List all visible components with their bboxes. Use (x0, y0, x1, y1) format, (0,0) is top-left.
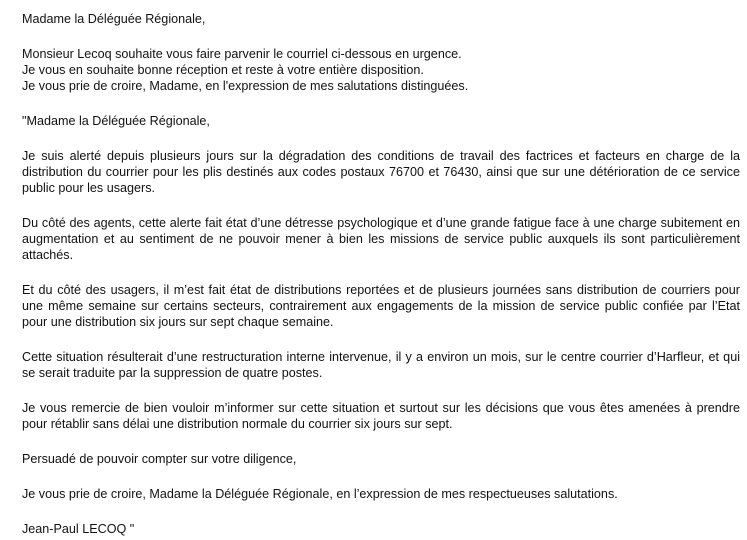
closing-line-1: Persuadé de pouvoir compter sur votre diligence, (22, 452, 297, 466)
letter-body (22, 11, 740, 537)
intro-line-2: Je vous en souhaite bonne réception et reste à votre entière disposition. (22, 63, 424, 77)
paragraph-3: Et du côté des usagers, il m’est fait état de distributions reportées et de plusieurs journées sans distribution de courriers pour une même semaine sur certains secteurs, contrairement aux engagements de la mission de service public confiée par l’Etat pour une distribution six jours sur sept chaque semaine. (22, 283, 740, 329)
paragraph-4: Cette situation résulterait d’une restructuration interne intervenue, il y a environ un mois, sur le centre courrier d’Harfleur, et qui se serait traduite par la suppression de quatre postes. (22, 350, 740, 380)
closing-line-2: Je vous prie de croire, Madame la Déléguée Régionale, en l’expression de mes respectueuses salutations. (22, 487, 618, 501)
paragraph-2: Du côté des agents, cette alerte fait état d’une détresse psychologique et d’une grande fatigue face à une charge subitement en augmentation et au sentiment de ne pouvoir mener à bien les missions de service public auxquels ils sont particulièrement attachés. (22, 216, 740, 262)
quoted-greeting: "Madame la Déléguée Régionale, (22, 114, 210, 128)
paragraph-1: Je suis alerté depuis plusieurs jours sur la dégradation des conditions de travail des factrices et facteurs en charge de la distribution du courrier pour les plis destinés aux codes postaux 76700 et 76430, ainsi que sur une détérioration de ce service public pour les usagers. (22, 149, 740, 195)
paragraph-5: Je vous remercie de bien vouloir m’informer sur cette situation et surtout sur les décisions que vous êtes amenées à prendre pour rétablir sans délai une distribution normale du courrier six jours sur sept. (22, 401, 740, 431)
greeting: Madame la Déléguée Régionale, (22, 12, 206, 26)
intro-line-3: Je vous prie de croire, Madame, en l'expression de mes salutations distinguées. (22, 79, 469, 93)
intro-line-1: Monsieur Lecoq souhaite vous faire parvenir le courriel ci-dessous en urgence. (22, 47, 462, 61)
signature: Jean-Paul LECOQ " (22, 522, 135, 536)
